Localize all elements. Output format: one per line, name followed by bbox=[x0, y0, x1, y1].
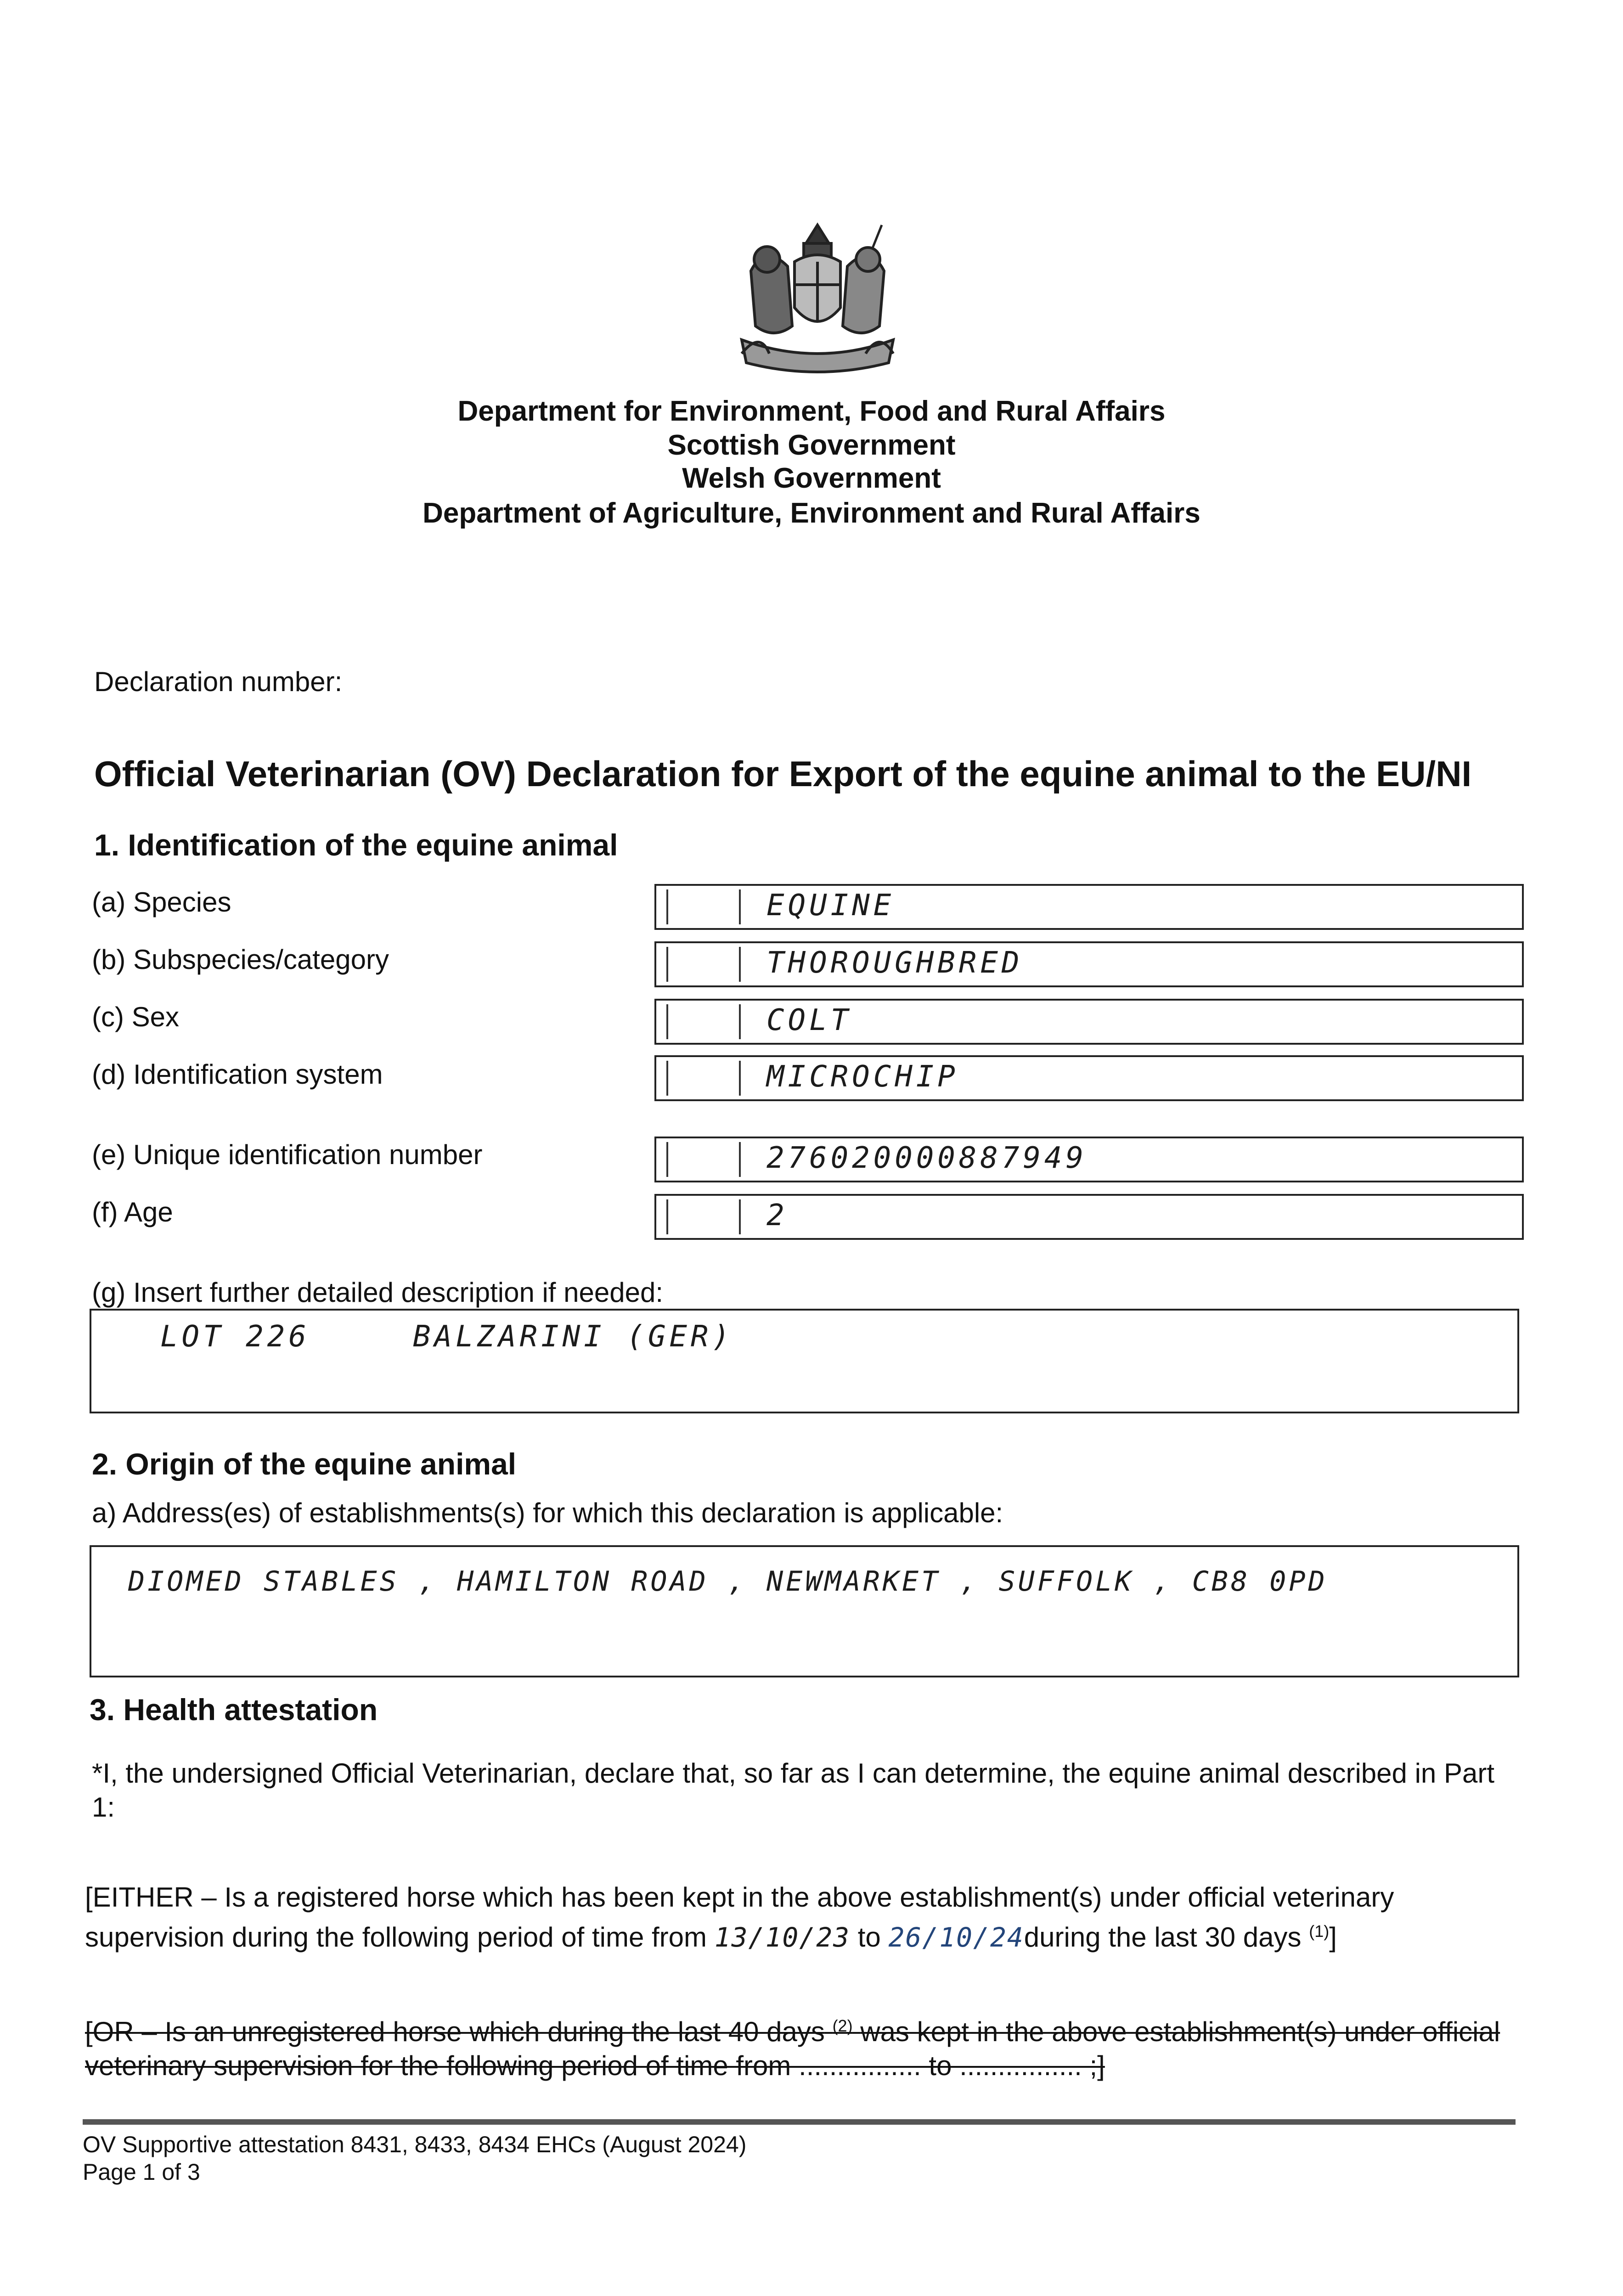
either-line-1: [EITHER – Is a registered horse which has been kept in the above establishment(s) under official veterinary bbox=[85, 1882, 1394, 1913]
footer-document-reference: OV Supportive attestation 8431, 8433, 8434 EHCs (August 2024) bbox=[83, 2132, 747, 2157]
sex-label: (c) Sex bbox=[92, 1002, 180, 1032]
or-line-2: veterinary supervision for the following period of time from ................ to ................ ;] bbox=[85, 2050, 1105, 2081]
species-value: EQUINE bbox=[766, 889, 895, 923]
sex-value: COLT bbox=[766, 1003, 852, 1037]
section-2-heading: 2. Origin of the equine animal bbox=[92, 1447, 517, 1481]
either-footnote: (1) bbox=[1309, 1922, 1330, 1941]
or-line-1 bbox=[85, 2009, 1527, 2049]
or-line-1-start: [OR – Is an unregistered horse which during the last 40 days bbox=[85, 2016, 825, 2047]
either-line-2-end: during the last 30 days bbox=[1024, 1922, 1302, 1953]
description-lot-value: LOT 226 bbox=[160, 1320, 310, 1354]
footer bbox=[83, 2131, 746, 2186]
footer-page-number: Page 1 of 3 bbox=[83, 2159, 200, 2185]
department-name-welsh-government: Welsh Government bbox=[682, 462, 941, 494]
royal-coat-of-arms-logo bbox=[714, 216, 921, 381]
age-label: (f) Age bbox=[92, 1197, 173, 1227]
address-field[interactable] bbox=[90, 1545, 1519, 1677]
intro-line-2: 1: bbox=[92, 1792, 115, 1823]
department-name-defra: Department for Environment, Food and Rural Affairs bbox=[457, 395, 1166, 427]
subspecies-label: (b) Subspecies/category bbox=[92, 944, 389, 975]
health-attestation-intro bbox=[92, 1756, 1529, 1824]
age-field[interactable] bbox=[654, 1194, 1524, 1240]
unique-id-value: 276020000887949 bbox=[766, 1141, 1087, 1175]
identification-system-label: (d) Identification system bbox=[92, 1059, 383, 1090]
or-line-1-end: was kept in the above establishment(s) under official bbox=[860, 2016, 1500, 2047]
description-name-value: BALZARINI (GER) bbox=[413, 1320, 733, 1354]
either-from-date: 13/10/23 bbox=[714, 1922, 851, 1953]
subspecies-field[interactable] bbox=[654, 941, 1524, 987]
either-close-bracket: ] bbox=[1329, 1922, 1337, 1953]
address-label: a) Address(es) of establishments(s) for which this declaration is applicable: bbox=[92, 1497, 1003, 1528]
either-line-2 bbox=[85, 1914, 1527, 1954]
either-to-word: to bbox=[857, 1922, 881, 1953]
age-value: 2 bbox=[766, 1199, 788, 1232]
document-title: Official Veterinarian (OV) Declaration for Export of the equine animal to the EU/NI bbox=[94, 754, 1472, 794]
either-line-2-start: supervision during the following period of time from bbox=[85, 1922, 707, 1953]
unique-id-label: (e) Unique identification number bbox=[92, 1139, 483, 1170]
intro-line-1: *I, the undersigned Official Veterinarian, declare that, so far as I can determine, the equine animal described in Part bbox=[92, 1758, 1494, 1789]
section-1-heading: 1. Identification of the equine animal bbox=[94, 828, 618, 862]
declaration-number-label: Declaration number: bbox=[94, 666, 343, 697]
or-clause bbox=[85, 2009, 1527, 2083]
unique-id-field[interactable] bbox=[654, 1137, 1524, 1182]
either-to-date: 26/10/24 bbox=[888, 1922, 1024, 1953]
description-field[interactable] bbox=[90, 1309, 1519, 1413]
identification-system-value: MICROCHIP bbox=[766, 1060, 959, 1094]
description-label: (g) Insert further detailed description if needed: bbox=[92, 1277, 664, 1308]
footer-divider bbox=[83, 2119, 1516, 2125]
address-value: DIOMED STABLES , HAMILTON ROAD , NEWMARKET , SUFFOLK , CB8 0PD bbox=[128, 1565, 1328, 1598]
section-3-heading: 3. Health attestation bbox=[90, 1693, 378, 1727]
species-field[interactable] bbox=[654, 884, 1524, 930]
or-footnote: (2) bbox=[832, 2016, 853, 2035]
species-label: (a) Species bbox=[92, 887, 231, 917]
either-clause bbox=[85, 1880, 1527, 1954]
department-name-scottish-government: Scottish Government bbox=[667, 429, 956, 461]
sex-field[interactable] bbox=[654, 999, 1524, 1045]
subspecies-value: THOROUGHBRED bbox=[766, 946, 1023, 980]
identification-system-field[interactable] bbox=[654, 1055, 1524, 1101]
department-name-daera: Department of Agriculture, Environment and Rural Affairs bbox=[423, 497, 1200, 529]
